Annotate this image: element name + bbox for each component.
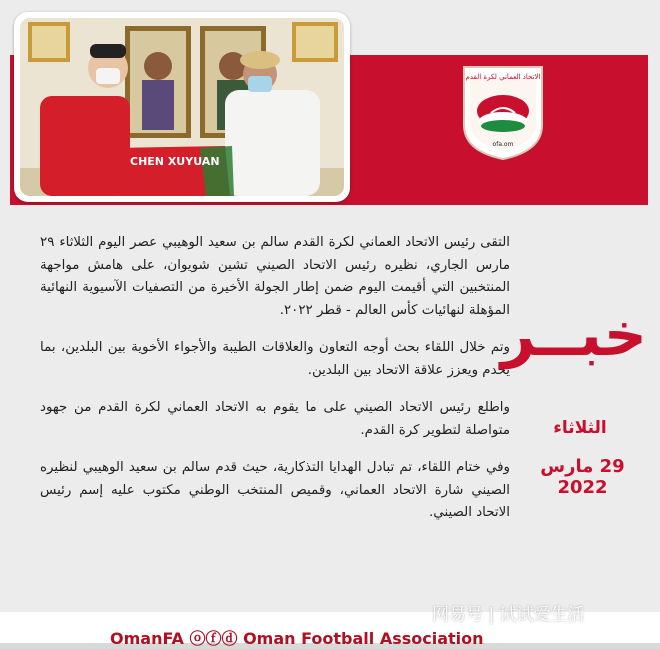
- paragraph-1: التقى رئيس الاتحاد العماني لكرة القدم سالم بن سعيد الوهيبي عصر اليوم الثلاثاء ٢٩ مارس الجاري، نظيره رئيس الاتحاد الصيني تشين شويوان، على هامش مواجهة المنتخبين التي أقيمت اليوم ضمن إطار الجولة الأخيرة من التصفيات الآسيوية النهائية المؤهلة لنهائيات كأس العالم - قطر ٢٠٢٢.: [40, 235, 510, 318]
- logo-website: ofa.om: [492, 141, 514, 148]
- meeting-photo-illustration: [20, 18, 344, 196]
- paragraph-3: واطلع رئيس الاتحاد الصيني على ما يقوم به الاتحاد العماني لكرة القدم من جهود متواصلة لتطوير كرة القدم.: [40, 400, 510, 438]
- news-body: [40, 232, 510, 540]
- news-day: الثلاثاء: [553, 418, 607, 438]
- logo-arabic-name: الاتحاد العماني لكرة القدم: [465, 73, 541, 81]
- paragraph-4: وفي ختام اللقاء، تم تبادل الهدايا التذكارية، حيث قدم سالم بن سعيد الوهيبي لنظيره الصيني شارة الاتحاد العماني، وقميص المنتخب الوطني مكتوب عليه إسم رئيس الاتحاد الصيني.: [40, 460, 510, 520]
- paragraph-2: وتم خلال اللقاء بحث أوجه التعاون والعلاقات الطيبة والأجواء الأخوية بين البلدين، بما يخدم ويعزز علاقة الاتحاد بين البلدين.: [40, 340, 510, 378]
- news-title: خبــر: [500, 300, 647, 370]
- watermark: 网易号 | 试试爱生活: [432, 605, 585, 625]
- footer-social: OmanFA ⓞⓕⓓ Oman Football Association: [110, 629, 484, 648]
- ofa-logo: [458, 63, 548, 161]
- jersey-text: CHEN XUYUAN: [130, 155, 220, 168]
- news-date: 29 مارس 2022: [540, 456, 625, 498]
- meeting-photo: [14, 12, 350, 202]
